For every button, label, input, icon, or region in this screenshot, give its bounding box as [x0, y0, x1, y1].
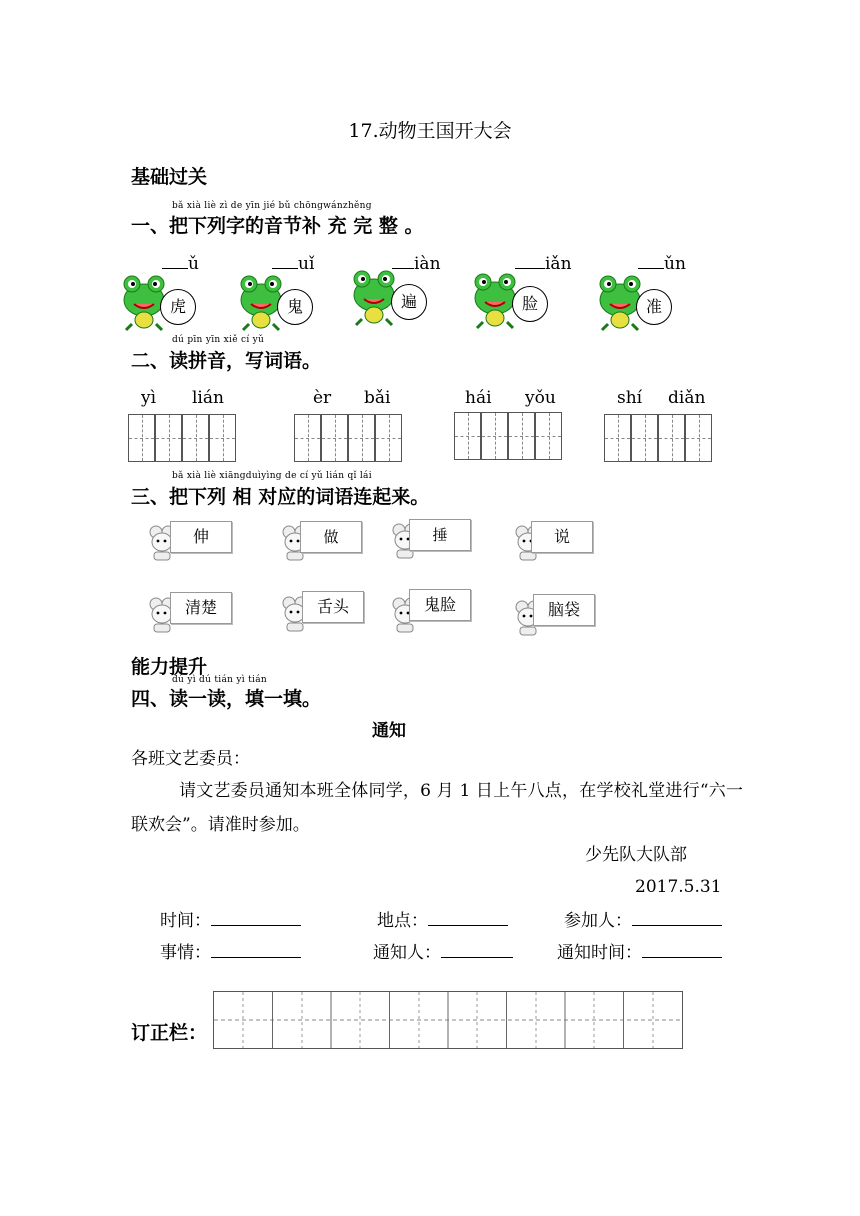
pinyin-suffix: iǎn: [545, 254, 572, 274]
q4-heading: 四、读一读，填一填。: [131, 688, 322, 710]
q1-heading: 一、把下列字的音节补 充 完 整 。: [131, 215, 424, 237]
field-event: 事情：: [160, 938, 301, 963]
notice-date: 2017.5.31: [635, 877, 722, 897]
q3-ruby: bǎ xià liè xiāngduìyìng de cí yǔ lián qǐ lái: [172, 471, 372, 481]
pinyin-blank[interactable]: [162, 254, 188, 269]
answer-line[interactable]: [211, 939, 301, 958]
q2-ruby: dú pīn yīn xiě cí yǔ: [172, 335, 265, 345]
pinyin-blank[interactable]: [638, 254, 664, 269]
word-card[interactable]: 捶: [409, 519, 471, 551]
answer-line[interactable]: [632, 907, 722, 926]
notice-body: 请文艺委员通知本班全体同学，6 月 1 日上午八点，在学校礼堂进行“六一联欢会”。请准时参加。: [131, 781, 743, 835]
correction-grid-lines: [214, 992, 682, 1048]
pinyin-suffix: uǐ: [298, 254, 315, 274]
answer-line[interactable]: [211, 907, 301, 926]
pinyin: hái: [465, 388, 492, 408]
char-circle: 鬼: [277, 289, 313, 325]
word-card[interactable]: 脑袋: [533, 594, 595, 626]
pinyin: èr: [313, 388, 332, 408]
pinyin-suffix: ǔn: [664, 254, 686, 274]
answer-line[interactable]: [428, 907, 508, 926]
pinyin-suffix: iàn: [414, 254, 441, 274]
char-circle: 虎: [160, 289, 196, 325]
q3-heading: 三、把下列 相 对应的词语连起来。: [131, 486, 430, 508]
answer-line[interactable]: [441, 939, 513, 958]
writing-grid[interactable]: [604, 414, 712, 462]
pinyin: shí: [617, 388, 643, 408]
section-basic: 基础过关: [131, 166, 208, 188]
field-attendees: 参加人：: [564, 906, 722, 931]
field-time: 时间：: [160, 906, 301, 931]
correction-label: 订正栏：: [131, 1022, 208, 1044]
pinyin-suffix: ǔ: [188, 254, 199, 274]
word-card[interactable]: 鬼脸: [409, 589, 471, 621]
writing-grid[interactable]: [294, 414, 402, 462]
pinyin: yì: [141, 388, 157, 408]
word-card[interactable]: 舌头: [302, 591, 364, 623]
correction-grid[interactable]: [213, 991, 683, 1049]
q1-ruby: bǎ xià liè zì de yīn jié bǔ chōngwánzhěng: [172, 201, 372, 211]
pinyin: yǒu: [525, 388, 556, 408]
field-notice-time: 通知时间：: [557, 938, 722, 963]
pinyin: bǎi: [364, 388, 391, 408]
writing-grid[interactable]: [128, 414, 236, 462]
section-ability: 能力提升: [131, 656, 208, 678]
pinyin: lián: [192, 388, 224, 408]
notice-salutation: 各班文艺委员：: [131, 749, 250, 769]
page-title: 17.动物王国开大会: [348, 120, 512, 142]
word-card[interactable]: 说: [531, 521, 593, 553]
word-card[interactable]: 清楚: [170, 592, 232, 624]
char-circle: 遍: [391, 284, 427, 320]
field-place: 地点：: [377, 906, 508, 931]
pinyin: diǎn: [668, 388, 706, 408]
writing-grid[interactable]: [454, 412, 562, 460]
answer-line[interactable]: [642, 939, 722, 958]
notice-title: 通知: [372, 721, 406, 741]
pinyin-blank[interactable]: [272, 254, 298, 269]
pinyin-blank[interactable]: [515, 254, 545, 269]
q2-heading: 二、读拼音，写词语。: [131, 350, 322, 372]
q4-ruby: dú yì dú tián yì tián: [172, 675, 267, 685]
field-notifier: 通知人：: [373, 938, 513, 963]
word-card[interactable]: 做: [300, 521, 362, 553]
word-card[interactable]: 伸: [170, 521, 232, 553]
char-circle: 脸: [512, 286, 548, 322]
notice-signature: 少先队大队部: [585, 845, 687, 865]
char-circle: 准: [636, 289, 672, 325]
